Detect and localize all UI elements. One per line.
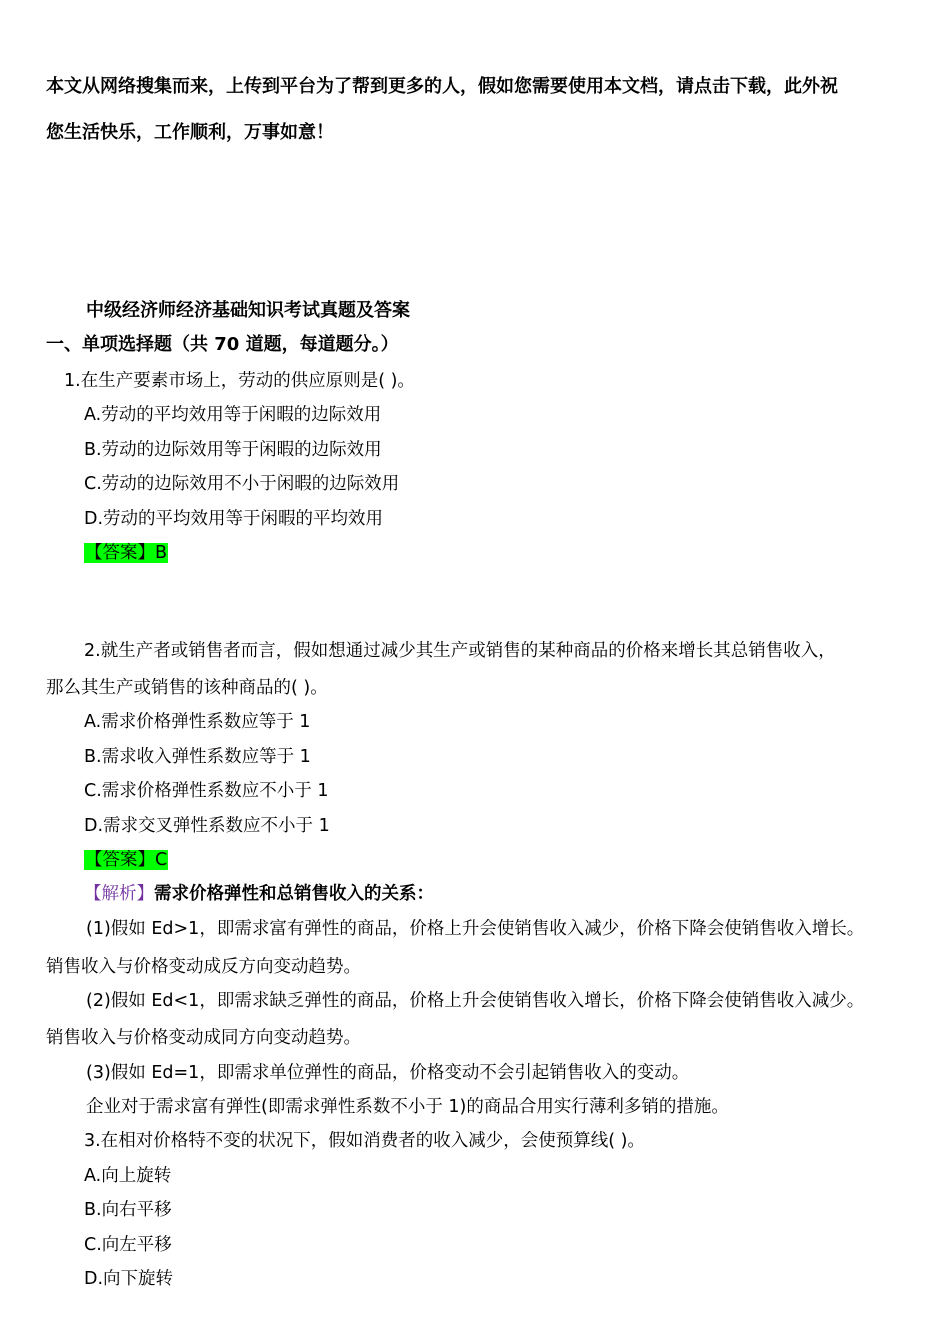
question-2-answer xyxy=(84,846,168,871)
question-1-option-a: A.劳动的平均效用等于闲暇的边际效用 xyxy=(84,405,382,425)
question-1-option-d: D.劳动的平均效用等于闲暇的平均效用 xyxy=(84,509,384,529)
question-1-option-b: B.劳动的边际效用等于闲暇的边际效用 xyxy=(84,440,382,460)
document-title: 中级经济师经济基础知识考试真题及答案 xyxy=(86,300,410,321)
question-2-analysis xyxy=(84,880,434,905)
analysis-point-1-cont: 销售收入与价格变动成反方向变动趋势。 xyxy=(46,957,361,977)
question-1-answer xyxy=(84,539,168,564)
question-3-option-c: C.向左平移 xyxy=(84,1235,172,1255)
question-2-option-a: A.需求价格弹性系数应等于 1 xyxy=(84,712,311,732)
analysis-point-3: (3)假如 Ed=1，即需求单位弹性的商品，价格变动不会引起销售收入的变动。 xyxy=(86,1063,690,1083)
intro-line-2: 您生活快乐，工作顺利，万事如意！ xyxy=(46,122,334,143)
question-2-option-b: B.需求收入弹性系数应等于 1 xyxy=(84,747,311,767)
question-3-option-b: B.向右平移 xyxy=(84,1200,172,1220)
intro-line-1: 本文从网络搜集而来，上传到平台为了帮到更多的人，假如您需要使用本文档，请点击下载，此外祝 xyxy=(46,76,838,97)
question-2-stem-line-1: 2.就生产者或销售者而言，假如想通过减少其生产或销售的某种商品的价格来增长其总销售收入， xyxy=(84,641,836,661)
question-2-option-c: C.需求价格弹性系数应不小于 1 xyxy=(84,781,329,801)
answer-highlight: 【答案】B xyxy=(85,543,168,563)
analysis-conclusion: 企业对于需求富有弹性(即需求弹性系数不小于 1)的商品合用实行薄利多销的措施。 xyxy=(86,1097,729,1117)
analysis-label: 【解析】 xyxy=(84,884,154,904)
analysis-point-1: (1)假如 Ed>1，即需求富有弹性的商品，价格上升会使销售收入减少，价格下降会使销售收入增长。 xyxy=(86,919,865,939)
answer-highlight: 【答案】C xyxy=(85,850,168,870)
question-2-stem-line-2: 那么其生产或销售的该种商品的( )。 xyxy=(46,678,328,698)
question-3-stem: 3.在相对价格特不变的状况下，假如消费者的收入减少，会使预算线( )。 xyxy=(84,1131,645,1151)
question-2-option-d: D.需求交叉弹性系数应不小于 1 xyxy=(84,816,330,836)
analysis-point-2-cont: 销售收入与价格变动成同方向变动趋势。 xyxy=(46,1028,361,1048)
section-title: 一、单项选择题（共 70 道题，每道题分。） xyxy=(46,334,399,355)
analysis-point-2: (2)假如 Ed<1，即需求缺乏弹性的商品，价格上升会使销售收入增长，价格下降会使销售收入减少。 xyxy=(86,991,865,1011)
question-3-option-d: D.向下旋转 xyxy=(84,1269,174,1289)
analysis-heading: 需求价格弹性和总销售收入的关系： xyxy=(154,884,434,904)
question-3-option-a: A.向上旋转 xyxy=(84,1166,172,1186)
question-1-option-c: C.劳动的边际效用不小于闲暇的边际效用 xyxy=(84,474,400,494)
question-1-stem: 1.在生产要素市场上，劳动的供应原则是( )。 xyxy=(64,371,415,391)
